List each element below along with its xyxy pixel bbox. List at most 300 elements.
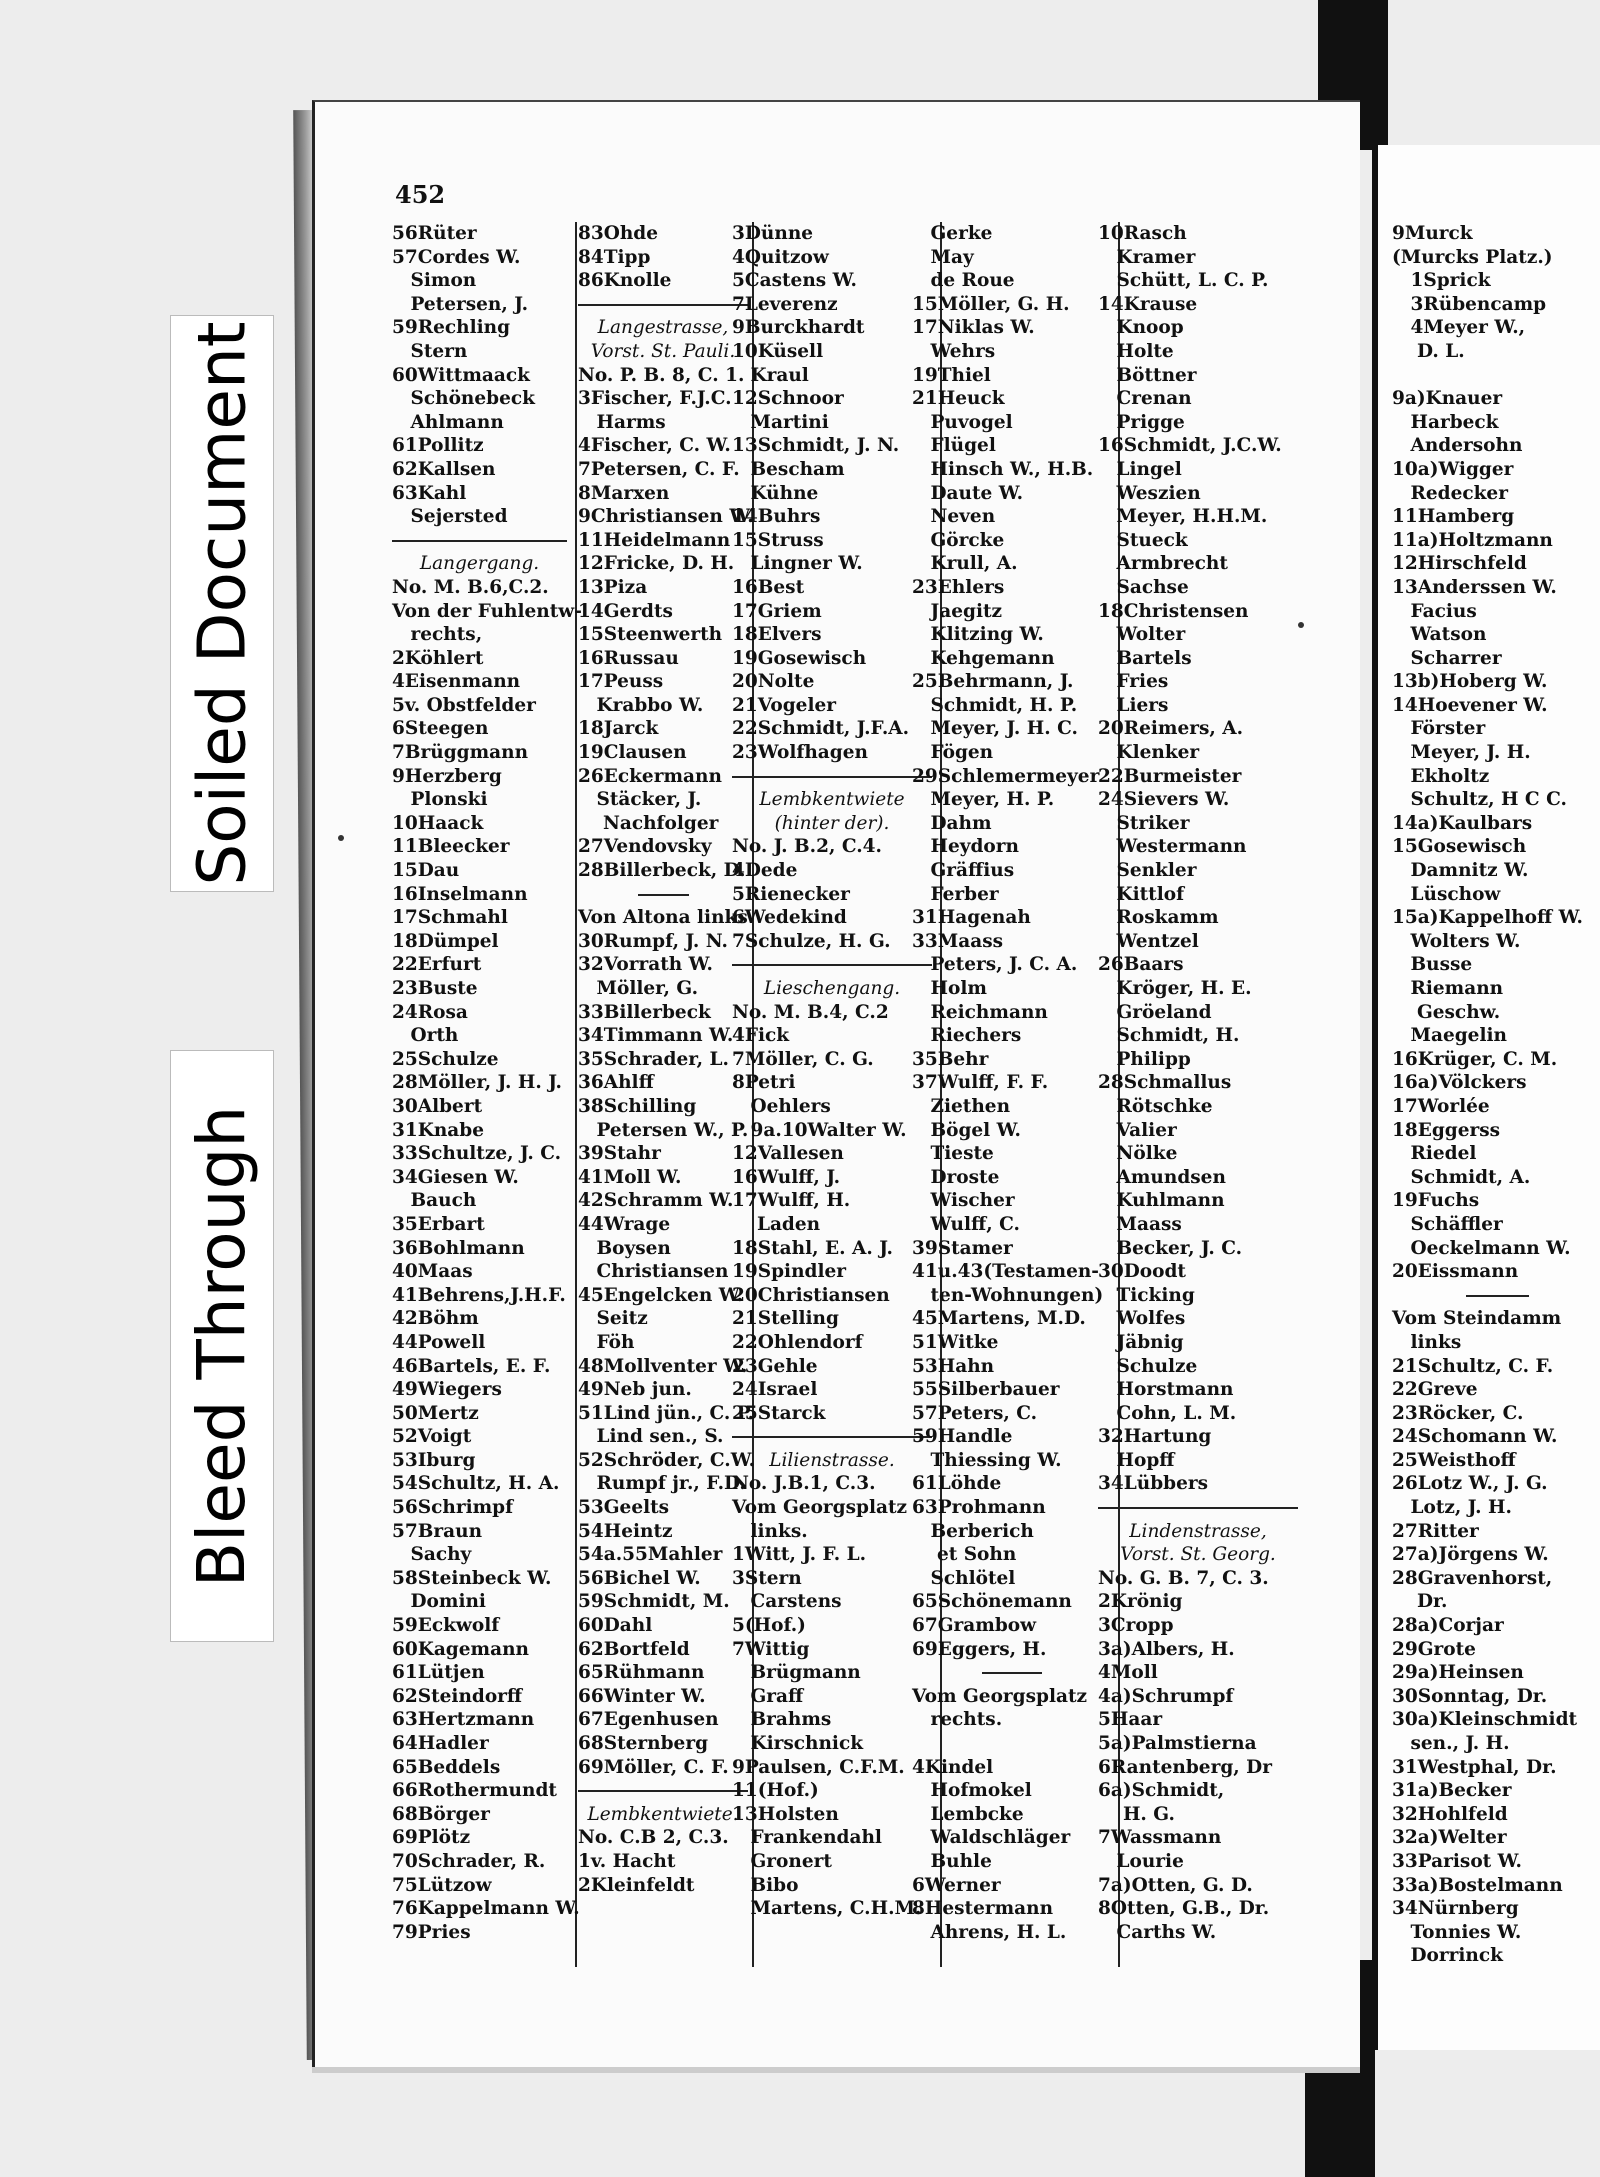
directory-entry: 24Schomann W. bbox=[1392, 1426, 1558, 1448]
directory-entry: Crenan bbox=[1098, 388, 1192, 410]
directory-column-4 bbox=[912, 222, 1112, 1944]
directory-entry: 63Hertzmann bbox=[392, 1709, 535, 1731]
directory-entry: 18Eggerss bbox=[1392, 1119, 1501, 1141]
directory-entry: Lembcke bbox=[912, 1803, 1024, 1825]
directory-entry: 13b)Hoberg W. bbox=[1392, 671, 1548, 693]
directory-entry: Riedel bbox=[1392, 1143, 1477, 1165]
directory-entry: Wolfes bbox=[1098, 1308, 1186, 1330]
directory-entry: 8Marxen bbox=[578, 482, 670, 504]
directory-entry: 22Burmeister bbox=[1098, 765, 1242, 787]
directory-entry: Scharrer bbox=[1392, 647, 1502, 669]
directory-entry: 41Moll W. bbox=[578, 1166, 682, 1188]
directory-entry: 30Sonntag, Dr. bbox=[1392, 1685, 1548, 1707]
directory-entry: Stueck bbox=[1098, 529, 1188, 551]
directory-entry: Becker, J. C. bbox=[1098, 1237, 1243, 1259]
section-rule bbox=[732, 1425, 932, 1449]
directory-entry: Petersen, J. bbox=[392, 293, 529, 315]
directory-entry: Watson bbox=[1392, 624, 1487, 646]
directory-entry: 13Piza bbox=[578, 576, 648, 598]
directory-entry: 42Schramm W. bbox=[578, 1190, 734, 1212]
directory-entry: Dorrinck bbox=[1392, 1945, 1503, 1967]
directory-entry: Rötschke bbox=[1098, 1095, 1213, 1117]
directory-entry: Maegelin bbox=[1392, 1025, 1507, 1047]
directory-entry: Domini bbox=[392, 1591, 486, 1613]
directory-entry: Schönebeck bbox=[392, 388, 535, 410]
directory-entry: 2Krönig bbox=[1098, 1591, 1183, 1613]
directory-entry: No. J. B.2, C.4. bbox=[732, 836, 882, 858]
directory-entry: 52Schröder, C.W. bbox=[578, 1449, 756, 1471]
directory-entry: Berberich bbox=[912, 1520, 1034, 1542]
directory-entry: Lingel bbox=[1098, 458, 1182, 480]
directory-entry: 29a)Heinsen bbox=[1392, 1662, 1524, 1684]
directory-entry: sen., J. H. bbox=[1392, 1733, 1510, 1754]
directory-entry: 57Braun bbox=[392, 1520, 483, 1542]
directory-entry: Maass bbox=[1098, 1213, 1182, 1235]
directory-entry: Peters, J. C. A. bbox=[912, 954, 1078, 976]
directory-entry: 24Israel bbox=[732, 1379, 818, 1401]
directory-entry: Vom Georgsplatz bbox=[912, 1685, 1088, 1707]
directory-entry: Droste bbox=[912, 1166, 1000, 1188]
directory-entry: 20Reimers, A. bbox=[1098, 718, 1244, 740]
directory-entry: Meyer, J. H. bbox=[1392, 742, 1531, 764]
directory-entry: Heydorn bbox=[912, 836, 1019, 858]
directory-entry: 59Schmidt, M. bbox=[578, 1591, 730, 1613]
directory-entry: 15Steenwerth bbox=[578, 624, 723, 646]
directory-entry: 65Rühmann bbox=[578, 1662, 705, 1684]
directory-entry: Jaegitz bbox=[912, 600, 1003, 622]
directory-entry: Schmidt, H. P. bbox=[912, 694, 1078, 716]
directory-entry: 9a.10Walter W. bbox=[732, 1119, 907, 1141]
directory-entry: Dahm bbox=[912, 812, 992, 834]
directory-entry: 61Pollitz bbox=[392, 435, 484, 457]
directory-entry: Schlötel bbox=[912, 1567, 1016, 1589]
directory-entry: 62Kallsen bbox=[392, 458, 496, 480]
directory-entry: 53Geelts bbox=[578, 1497, 670, 1519]
directory-entry: 57Peters, C. bbox=[912, 1402, 1038, 1424]
directory-entry: Neven bbox=[912, 506, 996, 528]
directory-entry: Rumpf jr., F.D. bbox=[578, 1473, 746, 1495]
directory-entry: 30Doodt bbox=[1098, 1261, 1186, 1283]
directory-entry: 19Fuchs bbox=[1392, 1190, 1480, 1212]
directory-entry: Lind sen., S. bbox=[578, 1426, 724, 1448]
directory-entry: Seitz bbox=[578, 1308, 648, 1330]
directory-entry: D. L. bbox=[1392, 340, 1465, 362]
directory-entry: 34Giesen W. bbox=[392, 1166, 519, 1188]
directory-entry: 9Paulsen, C.F.M. bbox=[732, 1756, 905, 1778]
directory-entry: 27Vendovsky bbox=[578, 836, 712, 858]
directory-entry: 34Nürnberg bbox=[1392, 1898, 1519, 1920]
directory-entry: 42Böhm bbox=[392, 1308, 479, 1330]
directory-entry: 7Wittig bbox=[732, 1638, 810, 1660]
directory-entry: 23Wolfhagen bbox=[732, 742, 868, 764]
directory-entry: Striker bbox=[1098, 812, 1190, 834]
directory-entry: 16Inselmann bbox=[392, 883, 528, 905]
bleed-through-text: Bleed Through bbox=[183, 1105, 261, 1587]
directory-entry: 15Struss bbox=[732, 529, 824, 551]
directory-entry: 23Ehlers bbox=[912, 576, 1005, 598]
directory-entry: 9a)Knauer bbox=[1392, 388, 1503, 410]
directory-entry: 26Baars bbox=[1098, 954, 1184, 976]
directory-entry: Hinsch W., H.B. bbox=[912, 458, 1094, 480]
page-number: 452 bbox=[395, 180, 446, 209]
ink-spot bbox=[1298, 622, 1304, 628]
directory-entry: 6Steegen bbox=[392, 718, 489, 740]
directory-column-6 bbox=[1392, 222, 1600, 1968]
directory-entry: 5Rienecker bbox=[732, 883, 850, 905]
directory-entry: 34Timmann W. bbox=[578, 1025, 734, 1047]
directory-entry: 3Cropp bbox=[1098, 1615, 1174, 1637]
directory-entry: 31Knabe bbox=[392, 1119, 484, 1141]
directory-entry: Senkler bbox=[1098, 860, 1197, 882]
directory-entry: 10a)Wigger bbox=[1392, 458, 1514, 480]
directory-entry: Föh bbox=[578, 1331, 635, 1353]
directory-entry: 8Otten, G.B., Dr. bbox=[1098, 1898, 1270, 1920]
directory-entry: 36Ahlff bbox=[578, 1072, 654, 1094]
directory-entry: Förster bbox=[1392, 718, 1486, 740]
directory-entry: 59Eckwolf bbox=[392, 1615, 500, 1637]
directory-entry: Wischer bbox=[912, 1190, 1015, 1212]
directory-entry: 5(Hof.) bbox=[732, 1615, 806, 1637]
directory-entry: Dr. bbox=[1392, 1591, 1448, 1613]
directory-entry: 34Lübbers bbox=[1098, 1473, 1209, 1495]
directory-entry: Kraul bbox=[732, 364, 809, 386]
directory-entry: 18Dümpel bbox=[392, 930, 499, 952]
directory-entry: 9Christiansen W. bbox=[578, 506, 754, 528]
soiled-document-text: Soiled Document bbox=[183, 321, 261, 886]
directory-entry: Görcke bbox=[912, 529, 1005, 551]
directory-entry: 38Schilling bbox=[578, 1095, 697, 1117]
directory-entry: 65Beddels bbox=[392, 1756, 501, 1778]
directory-entry: 32Vorrath W. bbox=[578, 954, 713, 976]
directory-entry: Vom Steindamm bbox=[1392, 1308, 1562, 1330]
directory-entry: Tieste bbox=[912, 1143, 994, 1165]
directory-entry: 22Ohlendorf bbox=[732, 1331, 863, 1353]
directory-entry: 33Parisot W. bbox=[1392, 1850, 1522, 1872]
directory-entry: 21Vogeler bbox=[732, 694, 836, 716]
directory-entry: Holm bbox=[912, 978, 987, 999]
directory-entry: 31a)Becker bbox=[1392, 1780, 1512, 1802]
directory-entry: Von Altona links bbox=[578, 907, 748, 929]
directory-entry: 12Schnoor bbox=[732, 388, 844, 410]
directory-entry: 5Haar bbox=[1098, 1709, 1163, 1731]
directory-entry: 70Schrader, R. bbox=[392, 1850, 546, 1872]
directory-entry: 27a)Jörgens W. bbox=[1392, 1544, 1549, 1566]
street-heading: Vorst. St. Georg. bbox=[1120, 1544, 1276, 1566]
directory-entry: Meyer, H.H.M. bbox=[1098, 506, 1268, 528]
directory-entry: 61Lütjen bbox=[392, 1662, 485, 1684]
directory-entry: 11Hamberg bbox=[1392, 506, 1515, 528]
directory-entry: Hopff bbox=[1098, 1449, 1175, 1471]
directory-entry: 11(Hof.) bbox=[732, 1780, 819, 1802]
directory-entry: 3Rübencamp bbox=[1392, 293, 1547, 315]
directory-entry: Reichmann bbox=[912, 1001, 1048, 1023]
directory-entry: 14Gerdts bbox=[578, 600, 673, 622]
directory-entry: links bbox=[1392, 1331, 1462, 1353]
directory-entry: 66Winter W. bbox=[578, 1685, 706, 1707]
directory-entry: Schulze bbox=[1098, 1355, 1198, 1377]
directory-entry: Gerke bbox=[912, 223, 993, 244]
directory-entry: Kramer bbox=[1098, 246, 1196, 268]
directory-entry: Kühne bbox=[732, 482, 819, 504]
directory-entry: 33Schultze, J. C. bbox=[392, 1143, 562, 1165]
directory-entry: 9Herzberg bbox=[392, 765, 502, 787]
directory-entry: 17Worlée bbox=[1392, 1095, 1490, 1117]
directory-entry: 26Lotz W., J. G. bbox=[1392, 1473, 1548, 1495]
directory-entry: Kehgemann bbox=[912, 647, 1055, 669]
directory-entry: 9Burckhardt bbox=[732, 317, 865, 339]
directory-entry: 4a)Schrumpf bbox=[1098, 1685, 1234, 1707]
directory-entry: 23Röcker, C. bbox=[1392, 1402, 1524, 1424]
directory-column-5 bbox=[1098, 222, 1298, 1944]
directory-entry: Krull, A. bbox=[912, 553, 1018, 575]
street-heading: Lembkentwiete bbox=[759, 789, 905, 811]
directory-entry: 33a)Bostelmann bbox=[1392, 1874, 1563, 1896]
directory-entry: Oehlers bbox=[732, 1095, 831, 1117]
directory-entry: 58Steinbeck W. bbox=[392, 1567, 552, 1589]
directory-entry: 13Holsten bbox=[732, 1803, 839, 1825]
section-rule bbox=[578, 293, 748, 317]
directory-entry: No. C.B 2, C.3. bbox=[578, 1827, 729, 1849]
directory-entry: 49Neb jun. bbox=[578, 1379, 692, 1401]
directory-entry: 33Maass bbox=[912, 930, 1004, 952]
directory-entry: Kröger, H. E. bbox=[1098, 978, 1252, 999]
directory-entry: 31Hagenah bbox=[912, 907, 1031, 929]
directory-entry: 2Kleinfeldt bbox=[578, 1874, 695, 1896]
directory-entry: 3Stern bbox=[732, 1567, 802, 1589]
directory-entry: rechts. bbox=[912, 1709, 1003, 1731]
directory-entry: 37Wulff, F. F. bbox=[912, 1072, 1049, 1094]
directory-entry: Carstens bbox=[732, 1591, 842, 1613]
directory-entry: 13Schmidt, J. N. bbox=[732, 435, 900, 457]
section-rule bbox=[732, 765, 932, 789]
directory-entry: Bögel W. bbox=[912, 1119, 1021, 1141]
directory-entry: Andersohn bbox=[1392, 435, 1523, 457]
directory-entry: Petersen W., P. bbox=[578, 1119, 749, 1141]
directory-entry: 66Rothermundt bbox=[392, 1780, 557, 1802]
street-heading: Lembkentwiete. bbox=[587, 1803, 739, 1825]
directory-entry: Horstmann bbox=[1098, 1379, 1234, 1401]
directory-entry: 57Cordes W. bbox=[392, 246, 521, 268]
directory-entry: 26Eckermann bbox=[578, 765, 722, 787]
directory-entry: Bescham bbox=[732, 458, 845, 480]
directory-entry: 4Dede bbox=[732, 860, 798, 882]
directory-entry: Wolters W. bbox=[1392, 930, 1521, 952]
directory-entry: 18Elvers bbox=[732, 624, 822, 646]
directory-entry: Wehrs bbox=[912, 340, 996, 362]
directory-entry: Martens, C.H.M. bbox=[732, 1898, 922, 1920]
directory-entry: 6Rantenberg, Dr bbox=[1098, 1756, 1272, 1778]
directory-entry: Facius bbox=[1392, 600, 1477, 622]
directory-entry: Möller, G. bbox=[578, 978, 699, 999]
directory-entry: 54Heintz bbox=[578, 1520, 673, 1542]
directory-entry: H. G. bbox=[1098, 1803, 1175, 1825]
directory-entry: Plonski bbox=[392, 789, 488, 811]
directory-entry: 59Rechling bbox=[392, 317, 511, 339]
directory-entry: No. M. B.4, C.2 bbox=[732, 1001, 889, 1023]
directory-entry: Philipp bbox=[1098, 1048, 1191, 1070]
street-heading: Langergang. bbox=[419, 553, 540, 575]
directory-entry: Nölke bbox=[1098, 1143, 1178, 1165]
directory-entry: Schäffler bbox=[1392, 1213, 1503, 1235]
directory-entry: Armbrecht bbox=[1098, 553, 1228, 575]
directory-entry: 1Witt, J. F. L. bbox=[732, 1544, 867, 1566]
street-heading: Vorst. St. Pauli. bbox=[590, 340, 736, 362]
directory-entry: Thiessing W. bbox=[912, 1449, 1062, 1471]
directory-entry: Simon bbox=[392, 270, 477, 292]
directory-entry: 28Möller, J. H. J. bbox=[392, 1072, 562, 1094]
directory-entry: Westermann bbox=[1098, 836, 1247, 858]
directory-entry: 39Stamer bbox=[912, 1237, 1013, 1259]
directory-entry: Brügmann bbox=[732, 1662, 861, 1684]
directory-entry: 61Löhde bbox=[912, 1473, 1002, 1495]
directory-entry: 18Stahl, E. A. J. bbox=[732, 1237, 893, 1259]
directory-entry: 68Börger bbox=[392, 1803, 490, 1825]
directory-entry: 10Rasch bbox=[1098, 223, 1187, 244]
directory-entry: 69Eggers, H. bbox=[912, 1638, 1047, 1660]
directory-entry: Geschw. bbox=[1392, 1001, 1501, 1023]
directory-entry: Bauch bbox=[392, 1190, 477, 1212]
directory-entry: 4Meyer W., bbox=[1392, 317, 1526, 339]
directory-entry: 16Russau bbox=[578, 647, 679, 669]
directory-entry: Schütt, L. C. P. bbox=[1098, 270, 1269, 292]
directory-entry: 13Anderssen W. bbox=[1392, 576, 1557, 598]
directory-entry: Prigge bbox=[1098, 411, 1185, 433]
street-heading: Lilienstrasse. bbox=[769, 1449, 895, 1471]
directory-entry: Holte bbox=[1098, 340, 1174, 362]
directory-entry bbox=[1392, 364, 1600, 388]
ink-spot bbox=[338, 835, 344, 841]
directory-entry: 14Hoevener W. bbox=[1392, 694, 1548, 716]
directory-entry: Ekholtz bbox=[1392, 765, 1490, 787]
directory-entry: Bartels bbox=[1098, 647, 1192, 669]
directory-entry: 48Mollventer W. bbox=[578, 1355, 748, 1377]
directory-entry: Buhle bbox=[912, 1850, 992, 1872]
column-divider bbox=[575, 222, 577, 1967]
directory-entry: 83Ohde bbox=[578, 223, 659, 244]
directory-entry: 4Fick bbox=[732, 1025, 790, 1047]
directory-entry: 63Kahl bbox=[392, 482, 467, 504]
directory-entry: 35Behr bbox=[912, 1048, 989, 1070]
directory-entry: Fögen bbox=[912, 742, 994, 764]
directory-entry: 53Hahn bbox=[912, 1355, 995, 1377]
directory-entry: 18Christensen bbox=[1098, 600, 1249, 622]
directory-entry: Puvogel bbox=[912, 411, 1013, 433]
directory-entry: Frankendahl bbox=[732, 1827, 882, 1849]
directory-entry: 79Pries bbox=[392, 1921, 471, 1943]
directory-entry: Oeckelmann W. bbox=[1392, 1237, 1571, 1259]
directory-entry: Lotz, J. H. bbox=[1392, 1497, 1512, 1519]
directory-entry: 5Castens W. bbox=[732, 270, 857, 292]
directory-entry: Christiansen bbox=[578, 1261, 729, 1283]
directory-entry: links. bbox=[732, 1520, 808, 1542]
directory-entry: 54a.55Mahler bbox=[578, 1544, 723, 1566]
directory-entry: 15Gosewisch bbox=[1392, 836, 1527, 858]
directory-entry: 52Voigt bbox=[392, 1426, 472, 1448]
directory-entry: 54Schultz, H. A. bbox=[392, 1473, 560, 1495]
directory-entry: 62Steindorff bbox=[392, 1685, 523, 1707]
street-heading: Lieschengang. bbox=[763, 978, 901, 999]
section-rule bbox=[1392, 1284, 1600, 1308]
directory-entry: Böttner bbox=[1098, 364, 1197, 386]
directory-entry: Ferber bbox=[912, 883, 999, 905]
directory-entry: Damnitz W. bbox=[1392, 860, 1529, 882]
directory-entry: Kittlof bbox=[1098, 883, 1185, 905]
directory-entry: 23Gehle bbox=[732, 1355, 818, 1377]
directory-entry: Knoop bbox=[1098, 317, 1184, 339]
directory-entry: 3a)Albers, H. bbox=[1098, 1638, 1235, 1660]
directory-entry: 60Kagemann bbox=[392, 1638, 529, 1660]
directory-entry: 30Rumpf, J. N. bbox=[578, 930, 728, 952]
directory-entry: (Murcks Platz.) bbox=[1392, 246, 1553, 268]
directory-entry: 65Schönemann bbox=[912, 1591, 1072, 1613]
section-rule bbox=[392, 529, 567, 553]
directory-entry: 55Silberbauer bbox=[912, 1379, 1060, 1401]
directory-entry: Ziethen bbox=[912, 1095, 1011, 1117]
directory-entry: 18Jarck bbox=[578, 718, 659, 740]
directory-entry: Schmidt, H. bbox=[1098, 1025, 1240, 1047]
directory-entry: Sachy bbox=[392, 1544, 472, 1566]
directory-entry: 50Mertz bbox=[392, 1402, 479, 1424]
directory-entry: Ahlmann bbox=[392, 411, 504, 433]
directory-entry: No. G. B. 7, C. 3. bbox=[1098, 1567, 1269, 1589]
directory-entry: 7Schulze, H. G. bbox=[732, 930, 891, 952]
directory-entry: 7Möller, C. G. bbox=[732, 1048, 874, 1070]
directory-entry: Bibo bbox=[732, 1874, 799, 1896]
directory-entry: Laden bbox=[732, 1213, 821, 1235]
directory-entry: 6a)Schmidt, bbox=[1098, 1780, 1225, 1802]
directory-entry: 39Stahr bbox=[578, 1143, 661, 1165]
directory-entry: Gröeland bbox=[1098, 1001, 1212, 1023]
directory-entry: Wentzel bbox=[1098, 930, 1199, 952]
directory-entry: 3Fischer, F.J.C. bbox=[578, 388, 732, 410]
directory-entry: 44Powell bbox=[392, 1331, 486, 1353]
directory-entry: 44Wrage bbox=[578, 1213, 671, 1235]
directory-entry: 30Albert bbox=[392, 1095, 483, 1117]
directory-entry: Wulff, C. bbox=[912, 1213, 1020, 1235]
directory-entry: Sejersted bbox=[392, 506, 508, 528]
directory-entry: May bbox=[912, 246, 974, 268]
directory-entry: 56Bichel W. bbox=[578, 1567, 701, 1589]
directory-entry: 25Behrmann, J. bbox=[912, 671, 1074, 693]
directory-entry: 64Hadler bbox=[392, 1733, 489, 1754]
directory-entry: Amundsen bbox=[1098, 1166, 1226, 1188]
directory-column-2 bbox=[578, 222, 756, 1897]
directory-entry: 4Quitzow bbox=[732, 246, 829, 268]
directory-entry: No. J.B.1, C.3. bbox=[732, 1473, 876, 1495]
directory-entry: 12Fricke, D. H. bbox=[578, 553, 735, 575]
directory-entry: 25Schulze bbox=[392, 1048, 499, 1070]
directory-entry: Ticking bbox=[1098, 1284, 1195, 1306]
directory-entry: 28Gravenhorst, bbox=[1392, 1567, 1553, 1589]
directory-entry: 28Schmallus bbox=[1098, 1072, 1232, 1094]
directory-entry: No. M. B.6,C.2. bbox=[392, 576, 549, 598]
directory-entry: 33Billerbeck bbox=[578, 1001, 711, 1023]
directory-entry: 8Petri bbox=[732, 1072, 796, 1094]
directory-entry: Fries bbox=[1098, 671, 1169, 693]
directory-entry: 4Kindel bbox=[912, 1756, 994, 1778]
directory-entry: 28a)Corjar bbox=[1392, 1615, 1504, 1637]
directory-entry: 32Hartung bbox=[1098, 1426, 1212, 1448]
bleed-through-label bbox=[170, 1050, 274, 1642]
directory-entry: 19Clausen bbox=[578, 742, 687, 764]
directory-entry: Vom Georgsplatz bbox=[732, 1497, 908, 1519]
directory-entry: 30a)Kleinschmidt bbox=[1392, 1709, 1578, 1731]
directory-entry: 3Dünne bbox=[732, 223, 814, 244]
directory-column-1 bbox=[392, 222, 582, 1944]
directory-entry: 41Behrens,J.H.F. bbox=[392, 1284, 566, 1306]
directory-entry: 7Wassmann bbox=[1098, 1827, 1222, 1849]
directory-entry: 22Erfurt bbox=[392, 954, 482, 976]
